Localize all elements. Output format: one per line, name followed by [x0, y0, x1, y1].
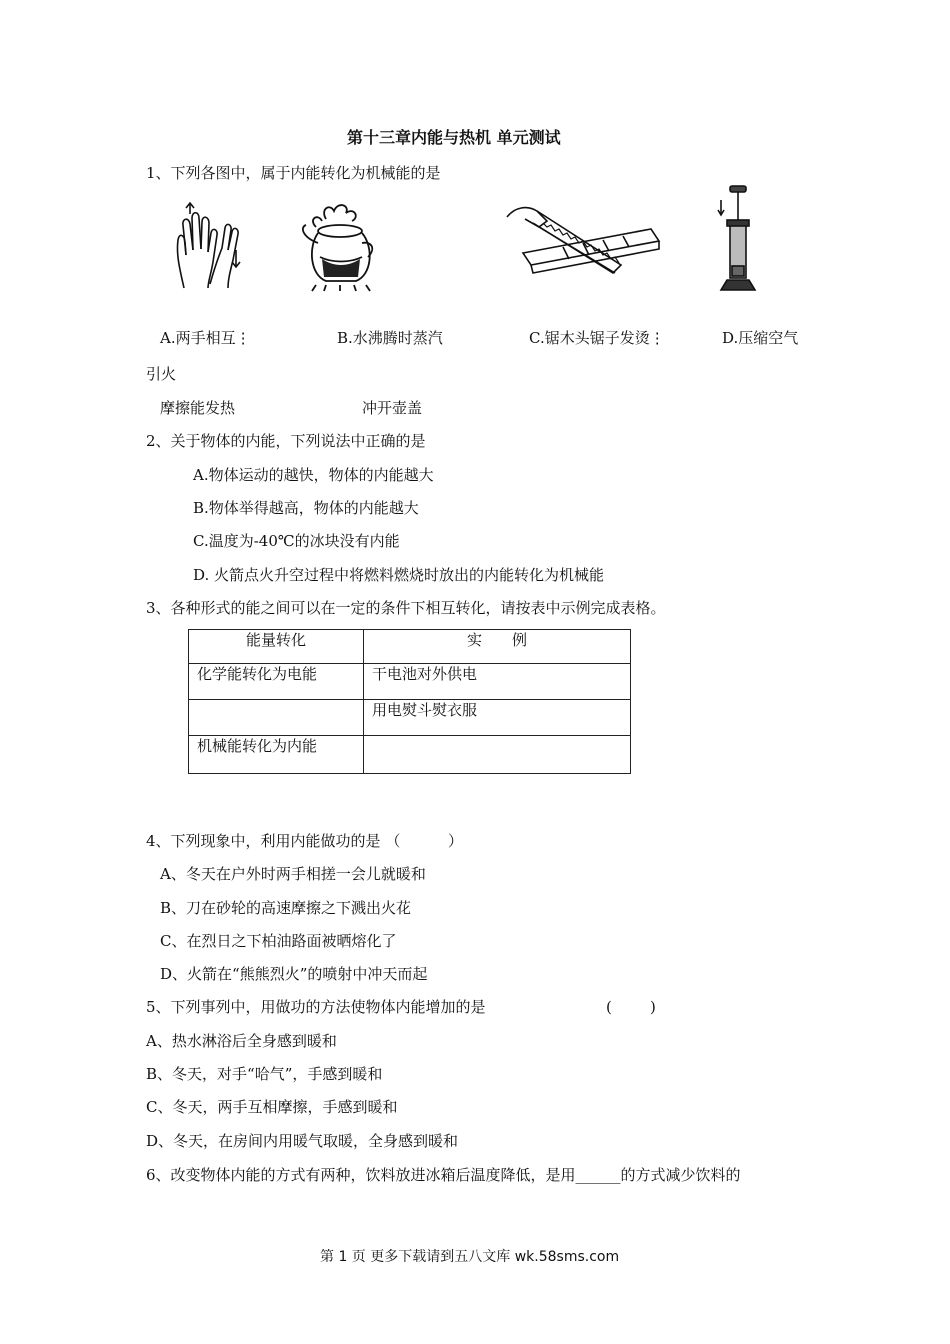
air-compression-pump-image — [713, 182, 763, 297]
q1-option-c: C.锯木头锯子发烫⋮ — [529, 329, 665, 347]
sawing-wood-image — [503, 197, 663, 277]
table-cell: 化学能转化为电能 — [189, 664, 364, 700]
q1-stem: 1、下列各图中，属于内能转化为机械能的是 — [146, 164, 441, 182]
q5-stem: 5、下列事列中，用做功的方法使物体内能增加的是 — [146, 998, 486, 1016]
table-header-row — [189, 630, 631, 664]
q5-option-c: C、冬天，两手互相摩擦，手感到暖和 — [146, 1098, 398, 1116]
page-footer: 第 1 页 更多下载请到五八文库 wk.58sms.com — [320, 1249, 620, 1265]
q2-option-c: C.温度为-40℃的冰块没有内能 — [193, 532, 400, 550]
table-header-cell: 能量转化 — [189, 630, 364, 664]
q1-option-b: B.水沸腾时蒸汽 — [337, 329, 443, 347]
hands-rubbing-image — [170, 200, 250, 290]
q2-option-b: B.物体举得越高，物体的内能越大 — [193, 499, 419, 517]
q4-option-b: B、刀在砂轮的高速摩擦之下溅出火花 — [160, 899, 412, 917]
q5-answer-bracket: ( ) — [606, 998, 656, 1016]
q1-option-d: D.压缩空气 — [722, 329, 799, 347]
q2-stem: 2、关于物体的内能，下列说法中正确的是 — [146, 432, 426, 450]
table-header-cell: 实 例 — [364, 630, 631, 664]
q4-option-a: A、冬天在户外时两手相搓一会儿就暖和 — [160, 865, 426, 883]
q5-option-b: B、冬天，对手“哈气”，手感到暖和 — [146, 1065, 383, 1083]
energy-table — [188, 629, 631, 774]
q2-option-d: D. 火箭点火升空过程中将燃料燃烧时放出的内能转化为机械能 — [193, 566, 605, 584]
page-title: 第十三章内能与热机 单元测试 — [347, 128, 561, 147]
table-row — [189, 700, 631, 736]
q3-stem: 3、各种形式的能之间可以在一定的条件下相互转化，请按表中示例完成表格。 — [146, 599, 666, 617]
table-cell: 干电池对外供电 — [364, 664, 631, 700]
q4-option-c: C、在烈日之下柏油路面被晒熔化了 — [160, 932, 397, 950]
q4-option-d: D、火箭在“熊熊烈火”的喷射中冲天而起 — [160, 965, 428, 983]
q5-option-a: A、热水淋浴后全身感到暖和 — [146, 1032, 337, 1050]
q4-stem: 4、下列现象中，利用内能做功的是 （ ） — [146, 832, 463, 850]
table-cell: 机械能转化为内能 — [189, 736, 364, 774]
q5-option-d: D、冬天，在房间内用暖气取暖，全身感到暖和 — [146, 1132, 459, 1150]
table-cell: 用电熨斗熨衣服 — [364, 700, 631, 736]
q1-option-a-wrap: 摩擦能发热 — [160, 399, 236, 417]
q2-option-a: A.物体运动的越快，物体的内能越大 — [193, 466, 434, 484]
table-row — [189, 736, 631, 774]
q1-option-d-wrap: 引火 — [146, 365, 177, 383]
q1-option-a: A.两手相互⋮ — [160, 329, 251, 347]
table-cell — [364, 736, 631, 774]
q6-stem: 6、改变物体内能的方式有两种，饮料放进冰箱后温度降低，是用______的方式减少饮料的 — [146, 1166, 741, 1184]
table-row — [189, 664, 631, 700]
q1-option-b-wrap: 冲开壶盖 — [362, 399, 423, 417]
boiling-kettle-image — [296, 197, 386, 292]
table-cell — [189, 700, 364, 736]
